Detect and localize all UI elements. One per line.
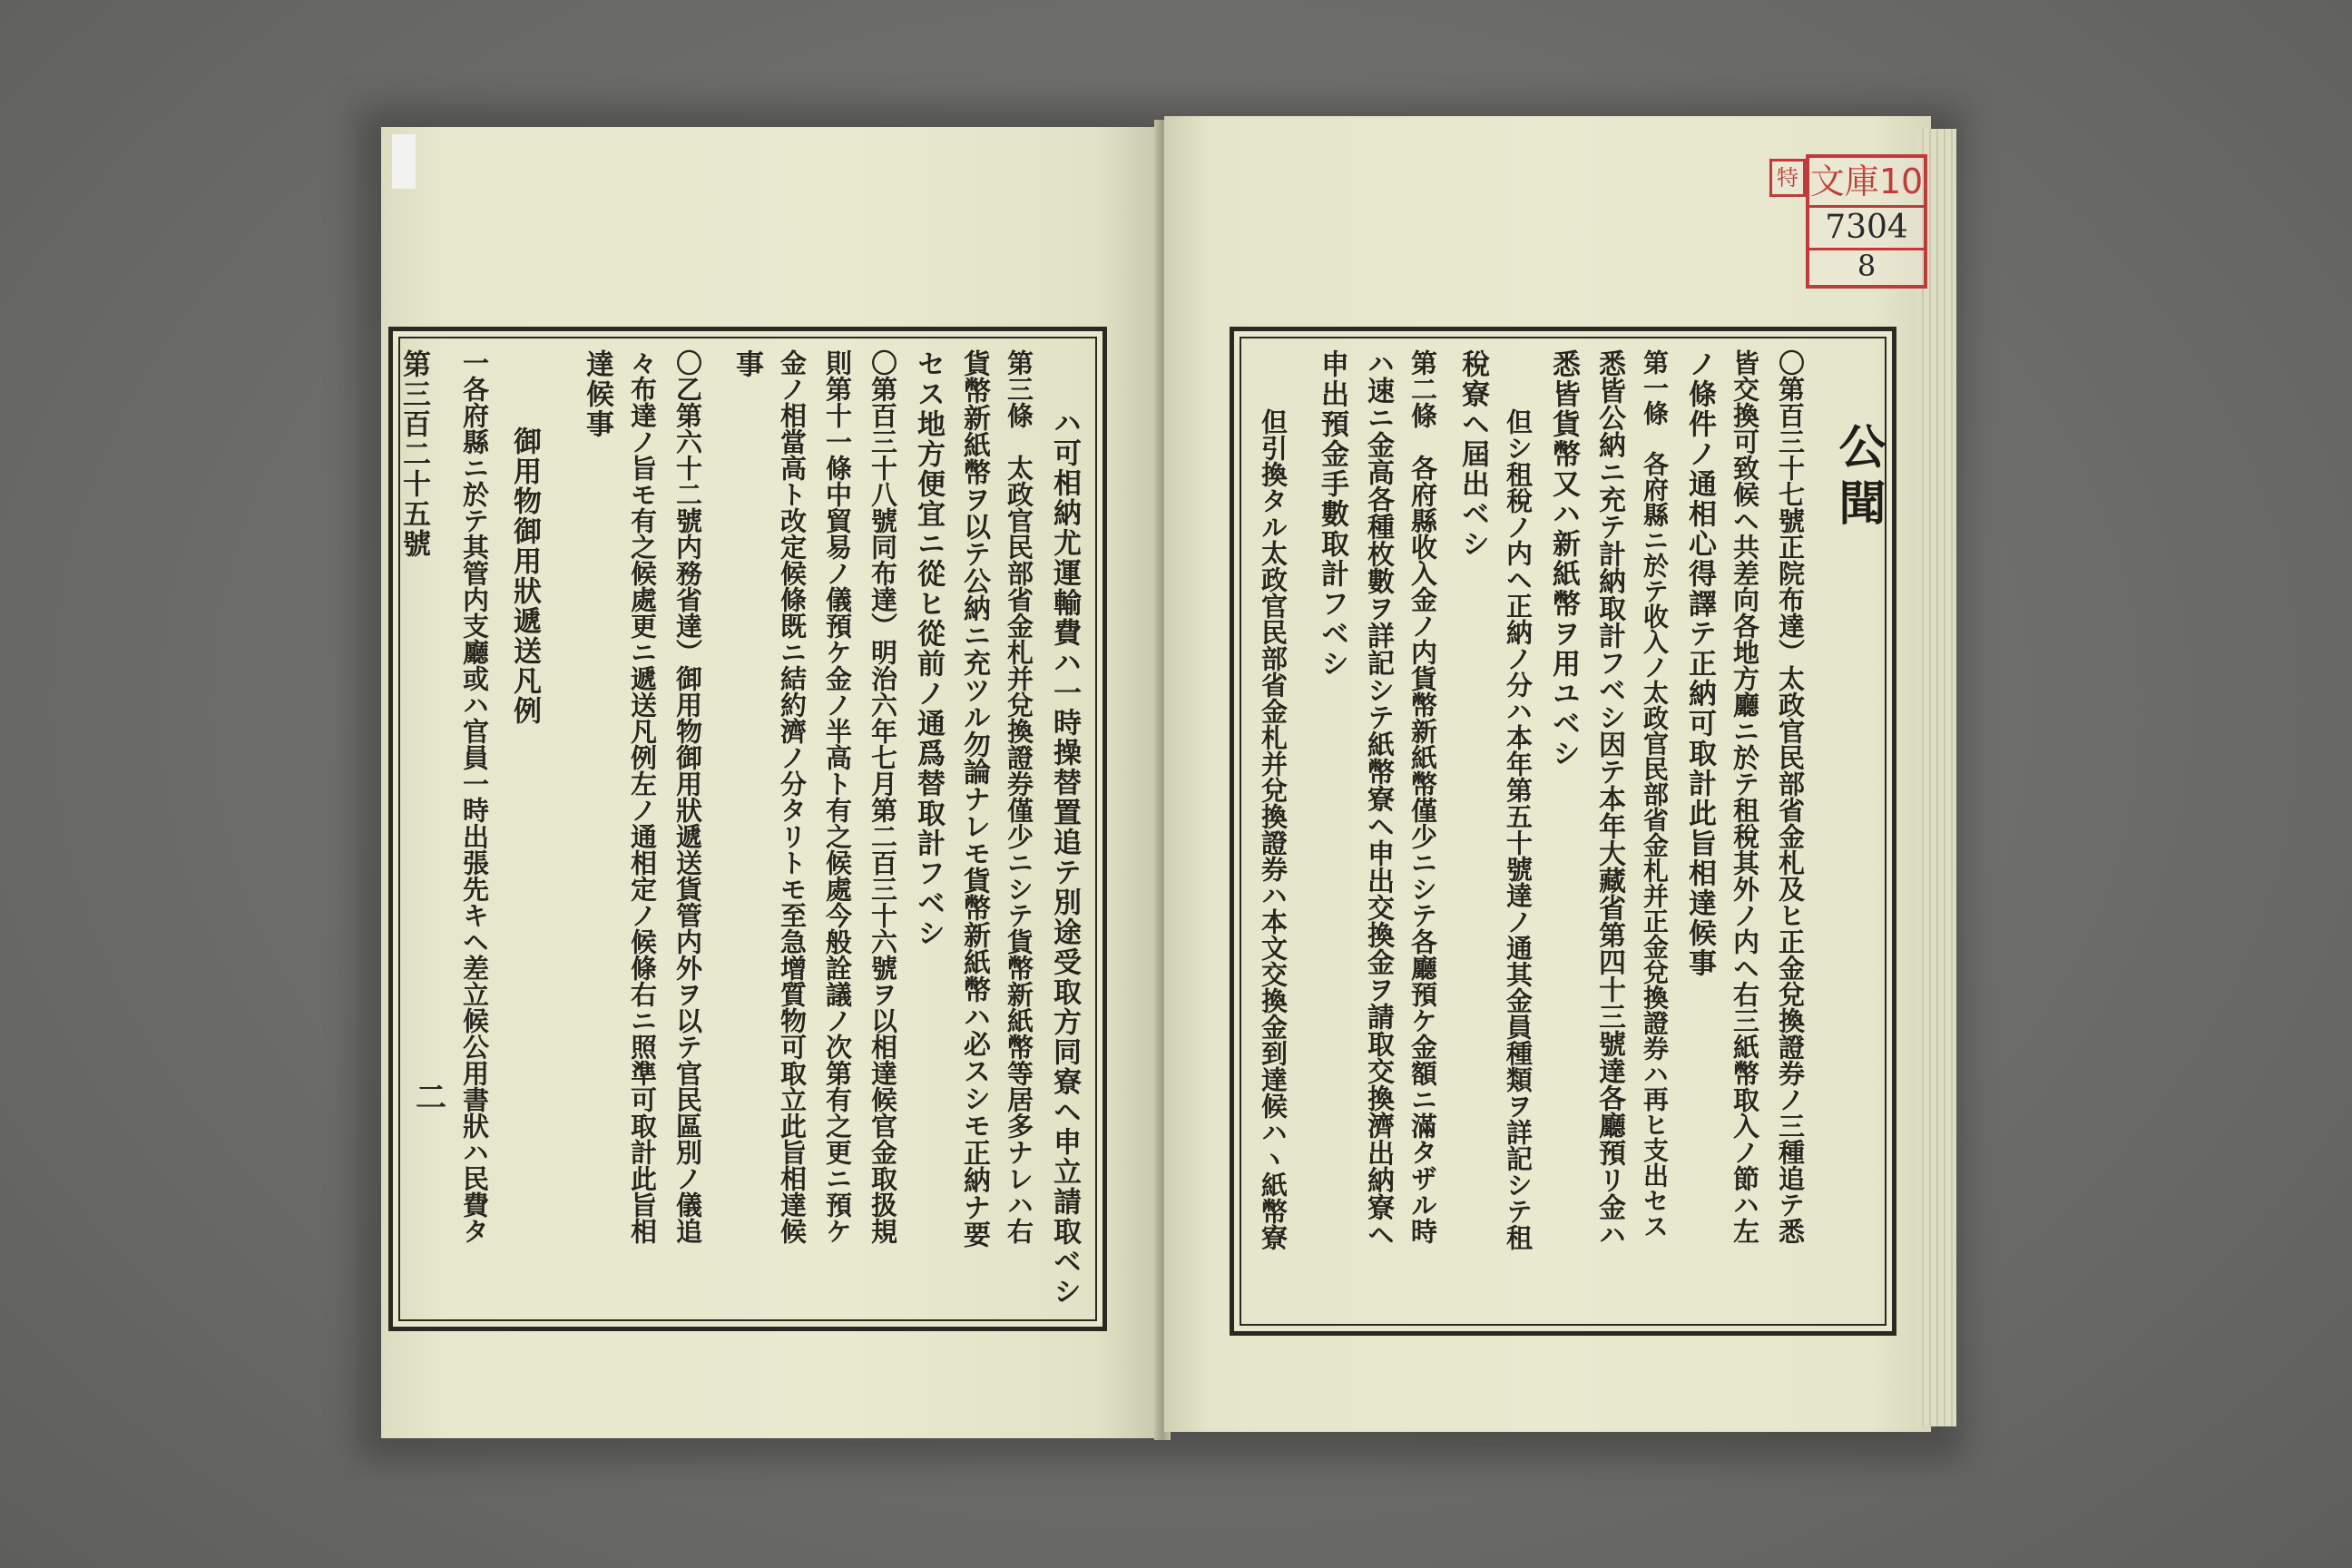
library-stamp [1806,154,1927,289]
right-col-10: ハ速ニ金高各種枚數ヲ詳記シテ紙幣寮ヘ申出交換金ヲ請取交換濟出納寮ヘ [1362,349,1394,1248]
left-col-8: 事 [730,349,763,379]
left-col-10: 々布達ノ旨モ有之候處更ニ遞送凡例左ノ通相定ノ候條右ニ照準可取計此旨相 [627,349,658,1244]
right-col-6: 悉皆貨幣又ハ新紙幣ヲ用ユベシ [1547,349,1580,769]
left-col-12: 御用物御用狀遞送凡例 [508,426,541,726]
right-col-5: 悉皆公納ニ充テ計納取計フベシ因テ本年大藏省第四十三號達各廳預リ金ハ [1593,349,1625,1248]
library-stamp-volume: 8 [1857,249,1877,283]
page-edges [1916,129,1956,1426]
left-col-4: セス地方便宜ニ從ヒ從前ノ通爲替取計フベシ [912,349,945,948]
small-red-stamp: 特 [1769,159,1806,197]
right-col-12: 但引換タル太政官民部省金札并兌換證券ハ本文交換金到達候ハヽ紙幣寮 [1258,408,1289,1250]
left-col-2: 第三條 太政官民部省金札并兌換證券僅少ニシテ貨幣新紙幣等居多ナレハ右 [1004,349,1034,1244]
right-col-4: 第一條 各府縣ニ於テ收入ノ太政官民部省金札并正金兌換證券ハ再ヒ支出セス [1640,349,1670,1239]
right-col-7: 但シ租稅ノ内ヘ正納ノ分ハ本年第五十號達ノ通其金員種類ヲ詳記シテ租 [1503,408,1534,1250]
left-col-6: 則第十一條中貿易ノ儀預ケ金ノ半高ト有之候處今般詮議ノ次第有之更ニ預ケ [822,349,853,1244]
left-page-number: 二 [416,1080,446,1116]
left-col-11: 達候事 [581,349,613,439]
left-col-3: 貨幣新紙幣ヲ以テ公納ニ充ツル勿論ナレモ貨幣新紙幣ハ必スシモ正納ナ要 [958,349,990,1248]
library-stamp-label: 文庫10 [1809,158,1924,208]
left-col-5: 〇第百三十八號同布達）明治六年七月第二百三十六號ヲ以相達候官金取扱規 [867,349,898,1244]
left-side-label: 第三百二十五號 [397,349,430,559]
left-col-7: 金ノ相當高ト改定候條既ニ結約濟ノ分タリトモ至急增質物可取立此旨相達候 [777,349,808,1244]
right-col-2: 皆交換可致候ヘ共差向各地方廳ニ於テ租稅其外ノ内ヘ右三紙幣取入ノ節ハ左 [1730,349,1760,1244]
right-col-9: 第二條 各府縣收入金ノ内貨幣新紙幣僅少ニシテ各廳預ケ金額ニ滿タザル時 [1407,349,1438,1244]
right-page-title: 公聞 [1830,422,1886,534]
library-stamp-number: 7304 [1809,208,1924,250]
left-col-9: 〇乙第六十二號内務省達）御用物御用狀遞送貨管内外ヲ以テ官民區別ノ儀追 [672,349,703,1244]
left-col-1: ハ可相納尤運輸費ハ一時操替置追テ別途受取方同寮ヘ申立請取ベシ [1048,408,1081,1307]
right-col-8: 稅寮ヘ屆出ベシ [1456,349,1489,559]
left-page-tab [392,134,416,189]
right-col-1: 〇第百三十七號正院布達）太政官民部省金札及ヒ正金兌換證券ノ三種追テ悉 [1775,349,1806,1244]
left-col-13: 一各府縣ニ於テ其管内支廳或ハ官員一時出張先キヘ差立候公用書狀ハ民費タ [459,349,490,1244]
right-col-3: ノ條件ノ通相心得譯テ正納可取計此旨相達候事 [1683,349,1716,978]
right-col-11: 申出預金手數取計フベシ [1316,349,1348,679]
